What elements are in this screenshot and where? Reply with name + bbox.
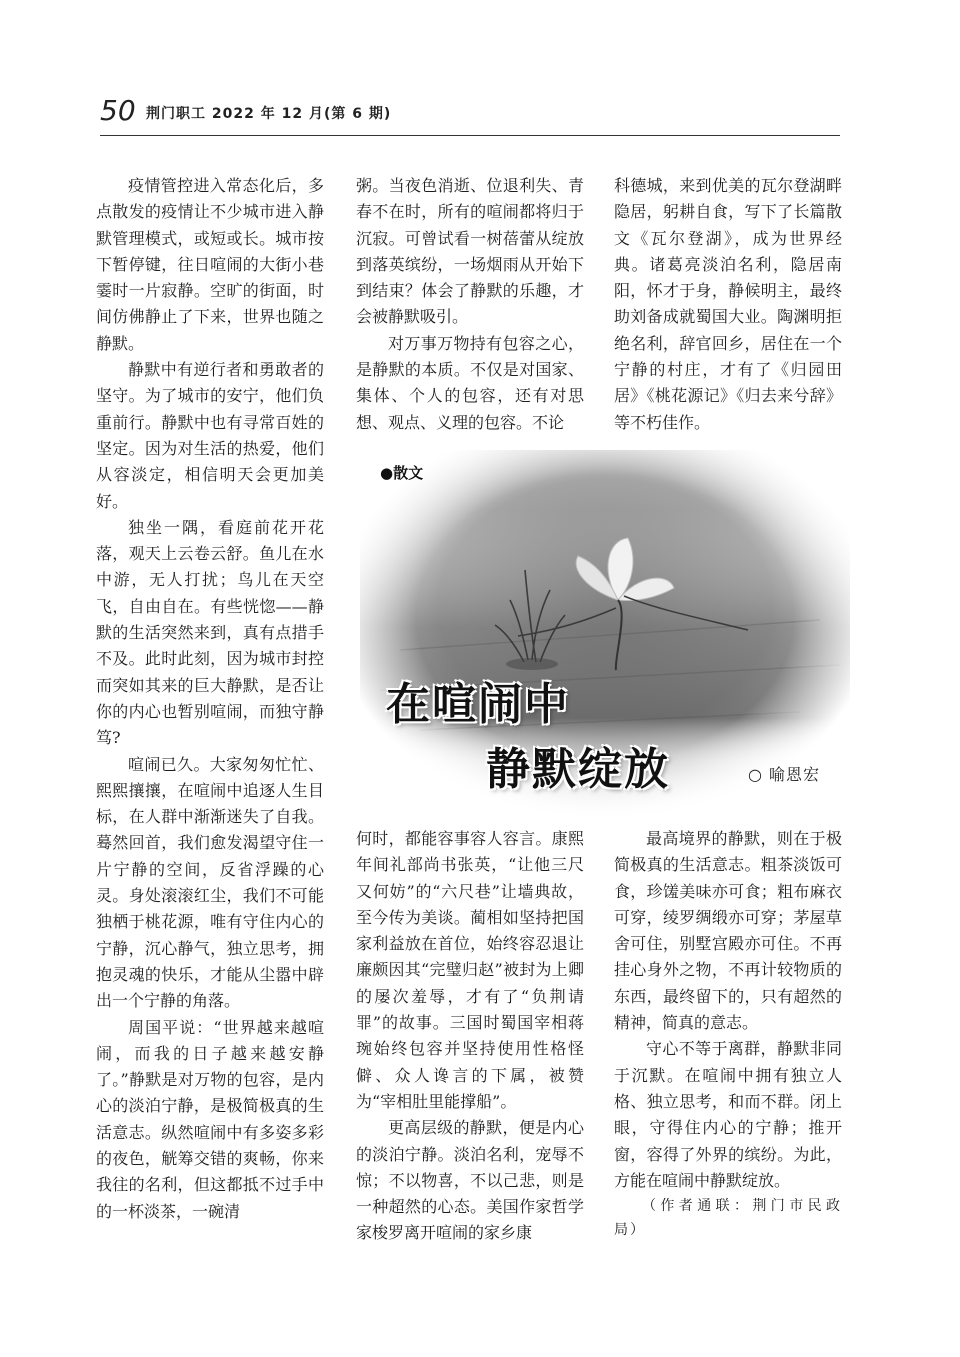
- author-note: （作者通联：荆门市民政局）: [614, 1198, 842, 1239]
- author-byline: ○ 喻恩宏: [748, 765, 821, 784]
- paragraph: 喧闹已久。大家匆匆忙忙、熙熙攘攘，在喧闹中追逐人生目标，在人群中渐渐迷失了自我。蓦然回首，我们愈发渴望守住一片宁静的空间，反省浮躁的心灵。身处滚滚红尘，我们不可能独栖于桃花源，唯有守住内心的宁静，沉心静气，独立思考，拥抱灵魂的快乐，才能从尘嚣中辟出一个宁静的角落。: [96, 754, 324, 1011]
- column-3-top: [614, 173, 842, 436]
- category-tag: ●散文: [380, 464, 424, 482]
- paragraph: 守心不等于离群，静默非同于沉默。在喧闹中拥有独立人格、独立思考，和而不群。闭上眼，守得住内心的宁静；推开窗，容得了外界的缤纷。为此，方能在喧闹中静默绽放。: [614, 1039, 842, 1190]
- paragraph: 粥。当夜色消逝、位退利失、青春不在时，所有的喧闹都将归于沉寂。可曾试看一树蓓蕾从绽放到落英缤纷，一场烟雨从开始下到结束？体会了静默的乐趣，才会被静默吸引。: [356, 176, 584, 327]
- paragraph: 最高境界的静默，则在于极简极真的生活意志。粗茶淡饭可食，珍馐美味亦可食；粗布麻衣可穿，绫罗绸缎亦可穿；茅屋草舍可住，别墅宫殿亦可住。不再挂心身外之物，不再计较物质的东西，最终留下的，只有超然的精神，简真的意志。: [614, 829, 842, 1033]
- column-2-top: [356, 173, 584, 436]
- column-3-bottom: [614, 826, 842, 1242]
- article-title-line-2: 静默绽放: [486, 744, 670, 795]
- paragraph: 科德城，来到优美的瓦尔登湖畔隐居，躬耕自食，写下了长篇散文《瓦尔登湖》，成为世界经典。诸葛亮淡泊名利，隐居南阳，怀才于身，静候明主，最终助刘备成就蜀国大业。陶渊明拒绝名利，辞官回乡，居住在一个宁静的村庄，才有了《归园田居》《桃花源记》《归去来兮辞》等不朽佳作。: [614, 176, 842, 432]
- article-title-line-1: 在喧闹中: [386, 679, 570, 730]
- page-header: [100, 95, 840, 133]
- paragraph: 何时，都能容事容人容言。康熙年间礼部尚书张英，“让他三尺又何妨”的“六尺巷”让墙典故，至今传为美谈。蔺相如坚持把国家利益放在首位，始终容忍退让廉颇因其“完璧归赵”被封为上卿的屡次羞辱，才有了“负荆请罪”的故事。三国时蜀国宰相蒋琬始终包容并坚持使用性格怪僻、众人谗言的下属，被赞为“宰相肚里能撑船”。: [356, 829, 584, 1111]
- paragraph: 周国平说：“世界越来越喧闹，而我的日子越来越安静了。”静默是对万物的包容，是内心的淡泊宁静，是极简极真的生活意志。纵然喧闹中有多姿多彩的夜色，觥筹交错的爽畅，你来我往的名利，但这都抵不过手中的一杯淡茶，一碗清: [96, 1017, 324, 1221]
- paragraph: 更高层级的静默，便是内心的淡泊宁静。淡泊名利，宠辱不惊；不以物喜，不以己悲，则是一种超然的心态。美国作家哲学家梭罗离开喧闹的家乡康: [356, 1118, 584, 1243]
- paragraph: 对万事万物持有包容之心，是静默的本质。不仅是对国家、集体、个人的包容，还有对思想、观点、义理的包容。不论: [356, 333, 584, 432]
- column-2-bottom: [356, 826, 584, 1247]
- paragraph: 独坐一隅，看庭前花开花落，观天上云卷云舒。鱼儿在水中游，无人打扰；鸟儿在天空飞，自由自在。有些恍惚——静默的生活突然来到，真有点措手不及。此时此刻，因为城市封控而突如其来的巨大静默，是否让你的内心也暂别喧闹，而独守静笃?: [96, 517, 324, 748]
- page-number: 50: [100, 94, 136, 127]
- column-1: [96, 173, 324, 1225]
- paragraph: 疫情管控进入常态化后，多点散发的疫情让不少城市进入静默管理模式，或短或长。城市按下暂停键，往日喧闹的大街小巷霎时一片寂静。空旷的街面，时间仿佛静止了下来，世界也随之静默。: [96, 176, 324, 353]
- journal-title: 荆门职工 2022 年 12 月(第 6 期): [146, 106, 392, 122]
- paragraph: 静默中有逆行者和勇敢者的坚守。为了城市的安宁，他们负重前行。静默中也有寻常百姓的坚定。因为对生活的热爱，他们从容淡定，相信明天会更加美好。: [96, 360, 324, 511]
- header-rule: [100, 135, 840, 136]
